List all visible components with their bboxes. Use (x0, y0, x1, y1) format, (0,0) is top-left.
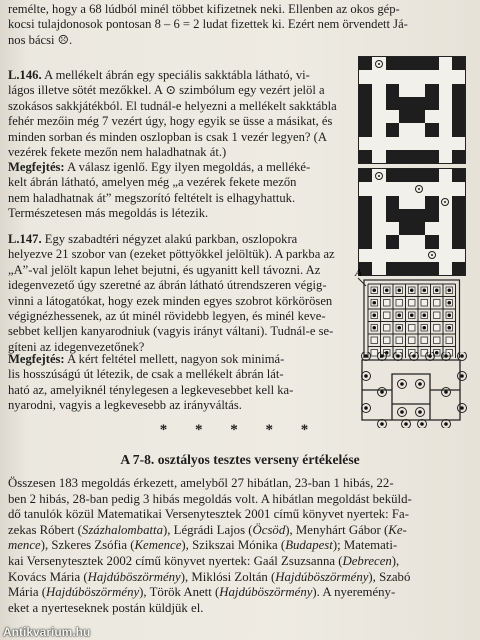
park-diagram-solution (352, 352, 470, 428)
text: Mária ( (8, 585, 47, 600)
solution-text: A kért feltétel mellett, nagyon sok minimá- (67, 352, 285, 366)
text: ), Török Anett ( (139, 585, 220, 600)
board-square (386, 137, 399, 150)
text: Kovács Mária ( (8, 569, 88, 584)
board-square (439, 196, 452, 209)
board-square (412, 70, 425, 83)
place-name: Debrecen (342, 553, 392, 568)
intro-line: kocsi tulajdonosok pontosan 8 – 6 = 2 ludat fizettek ki. Ezért nem örvendett Já- (8, 17, 408, 32)
board-square (359, 150, 372, 163)
board-square (386, 249, 399, 262)
statue-dot (428, 354, 432, 358)
board-square (425, 137, 438, 150)
board-square (439, 182, 452, 195)
problem-text: szokásos sakkjátékból. El tudnál-e helyezni a mellékelt sakktábla (8, 98, 337, 113)
pillar (409, 325, 416, 332)
board-square (425, 57, 438, 70)
chessboard-grid (358, 168, 466, 276)
results-line: eket a nyerteseknek postán küldjük el. (8, 600, 204, 615)
text: ), Légrádi Lajos ( (162, 522, 253, 537)
board-square (359, 169, 372, 182)
board-square (372, 97, 385, 110)
board-square (399, 150, 412, 163)
board-square (425, 235, 438, 248)
board-square (412, 209, 425, 222)
queen-icon (375, 60, 383, 68)
statue-dot (380, 354, 384, 358)
problem-text: Egy szabadtéri négyzet alakú parkban, oszlopokra (44, 232, 298, 246)
board-square (372, 222, 385, 235)
board-square (386, 57, 399, 70)
board-square (359, 110, 372, 123)
problem-text: gíteni az idegenvezetőnek? (8, 339, 145, 354)
board-square (359, 57, 372, 70)
statue-dot (447, 326, 451, 330)
board-square (439, 84, 452, 97)
pillar (384, 300, 391, 307)
statue-dot (460, 374, 464, 378)
board-square (399, 182, 412, 195)
board-square (452, 222, 465, 235)
problem-text: lágos illetve sötét mezőkkel. A ⊙ szimbólum egy vezért jelöl a (8, 83, 325, 98)
statue-dot (435, 288, 439, 292)
statue-dot (447, 288, 451, 292)
chessboard-solution (358, 168, 466, 276)
board-square (359, 70, 372, 83)
statue-dot (380, 390, 384, 394)
board-square (359, 137, 372, 150)
board-square (452, 150, 465, 163)
board-square (452, 249, 465, 262)
board-square (452, 196, 465, 209)
intro-line: remélte, hogy a 68 lúdból minél többet kifizetnek neki. Ellenben az okos gép- (8, 2, 400, 16)
statue-dot (400, 410, 404, 414)
board-square (386, 222, 399, 235)
board-square (399, 70, 412, 83)
statue-dot (410, 313, 414, 317)
queen-icon (428, 251, 436, 259)
problem-text: vinni a látogatókat, hogy ezek minden egyes szobrot körkörösen (8, 293, 333, 308)
solution-text: kelt ábrán látható, amelyen még „a vezérek fekete mezőn (8, 175, 297, 190)
board-square (439, 209, 452, 222)
pillar (371, 337, 378, 344)
board-square (372, 57, 385, 70)
board-square (412, 222, 425, 235)
statue-dot (410, 288, 414, 292)
board-square (399, 57, 412, 70)
problem-text: helyezve 21 szobor van (ezeket pöttyökkel jelöltük). A parkba az (8, 247, 335, 262)
board-square (425, 209, 438, 222)
board-square (386, 209, 399, 222)
place-name: Hajdúböszörmény (219, 585, 313, 600)
board-square (439, 249, 452, 262)
statue-dot (444, 354, 448, 358)
problem-text: fehér mezőin még 7 vezért úgy, hogy egyik se üsse a másikat, és (8, 114, 333, 129)
board-square (372, 235, 385, 248)
solution-text: nyarodni, vagyis a legkevesebb az irányváltás. (8, 398, 242, 413)
board-square (386, 235, 399, 248)
board-square (425, 249, 438, 262)
statue-dot (418, 410, 422, 414)
board-square (425, 123, 438, 136)
pillar (384, 325, 391, 332)
board-square (425, 169, 438, 182)
statue-dot (397, 288, 401, 292)
chessboard-problem (358, 56, 466, 164)
statue-dot (364, 354, 368, 358)
board-square (359, 249, 372, 262)
statue-dot (447, 301, 451, 305)
place-name: Ke- (388, 522, 407, 537)
results-line: Összesen 183 megoldás érkezett, amelyből 27 hibátlan, 23-ban 1 hibás, 22- (8, 476, 394, 490)
queen-icon (415, 185, 423, 193)
pillar (409, 300, 416, 307)
statue-dot (385, 288, 389, 292)
board-square (399, 209, 412, 222)
solution-146 (8, 160, 348, 222)
board-square (439, 222, 452, 235)
results-line (8, 585, 470, 601)
pillar (384, 312, 391, 319)
park-route (362, 352, 467, 428)
place-name: Kemence (134, 538, 182, 553)
board-square (372, 209, 385, 222)
place-name: Budapest (285, 538, 333, 553)
board-square (399, 169, 412, 182)
pillar (421, 337, 428, 344)
board-square (399, 235, 412, 248)
board-square (359, 222, 372, 235)
place-name: Öcsöd (252, 522, 286, 537)
board-square (399, 249, 412, 262)
problem-text: minden sorban és minden oszlopban is csak 1 vezér legyen? (A (8, 129, 327, 144)
results-line (8, 538, 470, 554)
queen-icon (362, 211, 370, 219)
text: ), (391, 553, 400, 568)
park-diagram-problem (352, 264, 470, 358)
board-square (386, 84, 399, 97)
pillar (434, 337, 441, 344)
board-square (386, 182, 399, 195)
board-square (439, 70, 452, 83)
board-square (399, 84, 412, 97)
chessboard-grid (358, 56, 466, 164)
board-square (359, 97, 372, 110)
queen-icon (441, 198, 449, 206)
board-square (452, 110, 465, 123)
board-square (372, 110, 385, 123)
board-square (399, 97, 412, 110)
problem-text: vezérek fekete mezőn nem haladhatnak át.) (8, 145, 227, 160)
board-square (412, 182, 425, 195)
board-square (439, 150, 452, 163)
problem-147 (8, 232, 348, 355)
statue-dot (397, 313, 401, 317)
solution-label: Megfejtés: (8, 160, 65, 174)
board-square (452, 182, 465, 195)
pillar (421, 300, 428, 307)
board-square (452, 123, 465, 136)
board-square (372, 70, 385, 83)
problem-text: sebbet kelljen kanyarodniuk (vagyis irányt váltani). Tudnál-e se- (8, 324, 334, 339)
text: ), Miklósi Zoltán ( (180, 569, 276, 584)
board-square (425, 222, 438, 235)
board-square (439, 169, 452, 182)
board-square (452, 235, 465, 248)
board-square (452, 137, 465, 150)
solution-text: A válasz igenlő. Egy ilyen megoldás, a melléké- (67, 160, 311, 174)
board-square (372, 169, 385, 182)
board-square (399, 222, 412, 235)
statue-dot (372, 301, 376, 305)
results-line (8, 554, 470, 570)
board-square (425, 150, 438, 163)
board-square (412, 57, 425, 70)
board-square (412, 123, 425, 136)
solution-label: Megfejtés: (8, 352, 65, 366)
statue-dot (447, 313, 451, 317)
statue-dot (364, 406, 368, 410)
pillar (434, 300, 441, 307)
solution-147 (8, 352, 348, 414)
text: ). A nyeremény- (312, 585, 396, 600)
text: ), Szkeres Zsófia ( (40, 538, 135, 553)
intro-paragraph (8, 2, 470, 48)
statue-dot (372, 288, 376, 292)
board-square (412, 110, 425, 123)
board-square (425, 84, 438, 97)
queen-icon (388, 238, 396, 246)
board-square (386, 150, 399, 163)
pillar (396, 300, 403, 307)
board-square (386, 123, 399, 136)
board-square (399, 137, 412, 150)
board-square (439, 57, 452, 70)
statue-dot (422, 288, 426, 292)
place-name: mence (8, 538, 41, 553)
gate-arrow-icon (358, 278, 366, 286)
route-path (362, 360, 460, 420)
pillar (396, 337, 403, 344)
section-heading: A 7-8. osztályos tesztes verseny értékelése (120, 452, 360, 467)
board-square (452, 57, 465, 70)
pillar (434, 312, 441, 319)
board-square (386, 97, 399, 110)
board-square (412, 97, 425, 110)
board-square (372, 182, 385, 195)
pillar (434, 325, 441, 332)
board-square (425, 97, 438, 110)
statue-dot (396, 354, 400, 358)
solution-text: Természetesen más megoldás is létezik. (8, 206, 209, 221)
text: ); Matemati- (332, 538, 398, 553)
watermark-logo: Antikvarium.hu (3, 625, 91, 639)
board-square (425, 182, 438, 195)
statue-dot (422, 326, 426, 330)
board-square (425, 196, 438, 209)
pillar (409, 337, 416, 344)
results-line: dő tanulók közül Matematikai Versenytesztek 2001 című könyvet nyertek: Fa- (8, 507, 409, 522)
board-square (359, 182, 372, 195)
board-square (399, 123, 412, 136)
statue-dot (460, 406, 464, 410)
results-line (8, 523, 470, 539)
board-square (386, 196, 399, 209)
text: kai Versenytesztek 2002 című könyvet nyertek: Gaál Zsuzsanna ( (8, 553, 343, 568)
board-square (372, 150, 385, 163)
board-square (425, 110, 438, 123)
board-square (439, 235, 452, 248)
place-name: Hajdúböszörmény (275, 569, 369, 584)
problem-text: végignézhessenek, az út minél rövidebb legyen, és minél keve- (8, 309, 326, 324)
board-square (359, 196, 372, 209)
problem-label: L.147. (8, 232, 42, 246)
statue-dot (412, 354, 416, 358)
statue-dot (364, 374, 368, 378)
solution-text: nem haladhatnak át” megszorító feltételt is elhagyhattuk. (8, 190, 296, 205)
board-square (452, 97, 465, 110)
solution-text: lis hosszúságú út létezik, de csak a mellékelt ábrán lát- (8, 367, 284, 382)
place-name: Hajdúböszörmény (87, 569, 181, 584)
board-square (439, 110, 452, 123)
text: zekas Róbert ( (8, 522, 82, 537)
place-name: Hajdúböszörmény (46, 585, 140, 600)
board-square (372, 249, 385, 262)
board-square (412, 249, 425, 262)
gate-label: A (355, 267, 362, 279)
place-name: Százhalombatta (81, 522, 163, 537)
board-square (412, 150, 425, 163)
board-square (359, 209, 372, 222)
board-square (372, 84, 385, 97)
statue-dot (372, 326, 376, 330)
board-square (439, 123, 452, 136)
board-square (372, 137, 385, 150)
text: ), Szabó (368, 569, 411, 584)
queen-icon (375, 172, 383, 180)
board-square (425, 70, 438, 83)
statue-dot (460, 354, 464, 358)
problem-text: A mellékelt ábrán egy speciális sakktábla látható, vi- (44, 68, 310, 82)
pillar (446, 337, 453, 344)
board-square (399, 196, 412, 209)
board-square (452, 84, 465, 97)
statue-dot (422, 313, 426, 317)
park-path-grid (364, 280, 460, 358)
board-square (452, 209, 465, 222)
board-square (412, 137, 425, 150)
board-square (359, 123, 372, 136)
board-square (372, 123, 385, 136)
board-square (452, 169, 465, 182)
board-square (412, 196, 425, 209)
problem-label: L.146. (8, 68, 42, 82)
board-square (399, 110, 412, 123)
queen-icon (454, 225, 462, 233)
board-square (439, 137, 452, 150)
board-square (359, 84, 372, 97)
board-square (412, 235, 425, 248)
statue-dot (418, 382, 422, 386)
text: ), Szikszai Mónika ( (181, 538, 286, 553)
board-square (412, 169, 425, 182)
section-separator: * * * * * (159, 422, 321, 438)
statue-dot (372, 313, 376, 317)
board-square (386, 70, 399, 83)
board-square (359, 235, 372, 248)
solution-text: ható az, amelyiknél ténylegesen a legkevesebbet kell ka- (8, 382, 294, 397)
statue-dot (400, 382, 404, 386)
board-square (439, 97, 452, 110)
problem-text: idegenvezető úgy szeretné az ábrán látható útrendszeren végig- (8, 278, 327, 293)
board-square (452, 70, 465, 83)
board-square (372, 196, 385, 209)
statue-dot (444, 390, 448, 394)
results-paragraph (8, 476, 470, 616)
board-square (386, 110, 399, 123)
problem-text: „A”-val jelölt kapun lehet bejutni, és ugyanitt kell távozni. Az (8, 262, 321, 277)
results-line (8, 570, 470, 586)
text: ), Menyhárt Gábor ( (285, 522, 389, 537)
board-square (386, 169, 399, 182)
intro-line: nos bácsi ☹. (8, 32, 73, 47)
results-line: ben 2 hibás, 28-ban pedig 3 hibás megoldás volt. A hibátlan megoldást beküld- (8, 491, 412, 506)
board-square (412, 84, 425, 97)
statue-dot (397, 326, 401, 330)
pillar (384, 337, 391, 344)
problem-146 (8, 68, 348, 160)
